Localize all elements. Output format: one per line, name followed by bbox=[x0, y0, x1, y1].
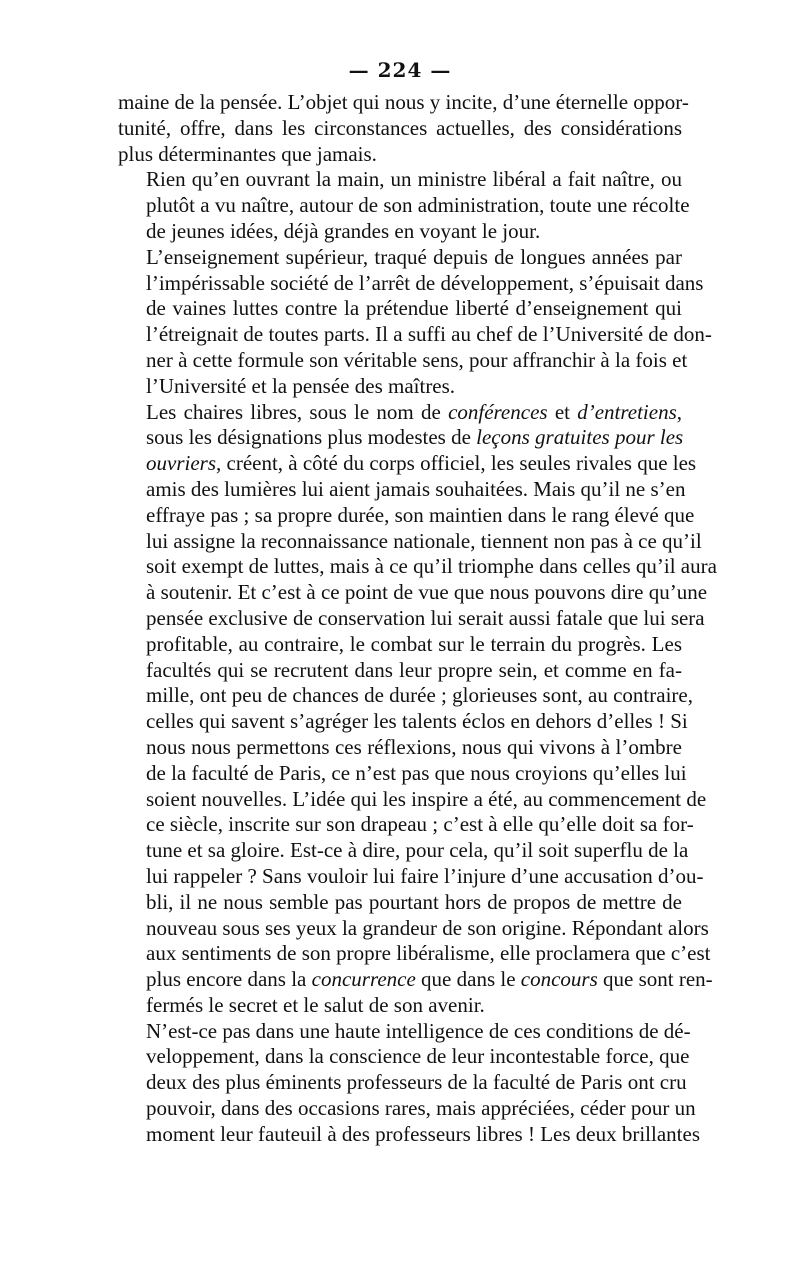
text-line: facultés qui se recrutent dans leur propre sein, et comme en fa- bbox=[146, 657, 682, 682]
text-line: nous nous permettons ces réflexions, nous qui vivons à l’ombre bbox=[146, 734, 682, 759]
text-line: ce siècle, inscrite sur son drapeau ; c’est à elle qu’elle doit sa for- bbox=[146, 812, 694, 837]
text-line: soit exempt de luttes, mais à ce qu’il triomphe dans celles qu’il aura bbox=[146, 554, 717, 579]
body-text bbox=[118, 90, 717, 1148]
text-line: de la faculté de Paris, ce n’est pas que nous croyions qu’elles lui bbox=[146, 760, 687, 785]
text-line: fermés le secret et le salut de son avenir. bbox=[146, 992, 485, 1017]
text-line: à soutenir. Et c’est à ce point de vue que nous pouvons dire qu’une bbox=[146, 580, 708, 605]
text-line: lui rappeler ? Sans vouloir lui faire l’injure d’une accusation d’ou- bbox=[146, 863, 704, 888]
paragraph bbox=[118, 399, 717, 1019]
text-line: de jeunes idées, déjà grandes en voyant le jour. bbox=[146, 218, 541, 243]
text-line: profitable, au contraire, le combat sur le terrain du progrès. Les bbox=[146, 631, 682, 656]
text-line: pensée exclusive de conservation lui serait aussi fatale que lui sera bbox=[146, 605, 705, 630]
text-line: plutôt a vu naître, autour de son administration, toute une récolte bbox=[146, 193, 690, 218]
text-line: celles qui savent s’agréger les talents éclos en dehors d’elles ! Si bbox=[146, 709, 688, 734]
text-line: sous les désignations plus modestes de leçons gratuites pour les bbox=[146, 425, 684, 450]
text-line: l’Université et la pensée des maîtres. bbox=[146, 373, 456, 398]
text-line: maine de la pensée. L’objet qui nous y incite, d’une éternelle oppor- bbox=[118, 90, 689, 114]
text-line: moment leur fauteuil à des professeurs libres ! Les deux brillantes bbox=[146, 1121, 700, 1146]
paragraph bbox=[118, 1018, 700, 1148]
text-line: bli, il ne nous semble pas pourtant hors de propos de mettre de bbox=[146, 889, 682, 914]
text-line: effraye pas ; sa propre durée, son maintien dans le rang élevé que bbox=[146, 502, 695, 527]
italic-phrase: d’entretiens bbox=[577, 399, 677, 424]
text-line: pouvoir, dans des occasions rares, mais appréciées, céder pour un bbox=[146, 1096, 696, 1121]
text-line: deux des plus éminents professeurs de la faculté de Paris ont cru bbox=[146, 1070, 687, 1095]
text-line: plus encore dans la concurrence que dans le concours que sont ren- bbox=[146, 967, 713, 992]
text-line: L’enseignement supérieur, traqué depuis de longues années par bbox=[146, 244, 682, 269]
text-line: nouveau sous ses yeux la grandeur de son origine. Répondant alors bbox=[146, 915, 709, 940]
text-line: l’impérissable société de l’arrêt de développement, s’épuisait dans bbox=[146, 270, 704, 295]
italic-phrase: concours bbox=[520, 967, 598, 992]
page-number: — 224 — bbox=[348, 58, 452, 82]
text-line: de vaines luttes contre la prétendue liberté d’enseignement qui bbox=[146, 296, 682, 321]
text-line: ouvriers, créent, à côté du corps officiel, les seules rivales que les bbox=[146, 451, 697, 476]
italic-phrase: concurrence bbox=[311, 967, 416, 992]
text-line: soient nouvelles. L’idée qui les inspire a été, au commencement de bbox=[146, 786, 707, 811]
text-line: Les chaires libres, sous le nom de conférences et d’entretiens, bbox=[146, 399, 683, 424]
text-line: tune et sa gloire. Est-ce à dire, pour cela, qu’il soit superflu de la bbox=[146, 838, 689, 863]
italic-phrase: ouvriers bbox=[146, 451, 216, 476]
text-line: tunité, offre, dans les circonstances actuelles, des considérations bbox=[118, 115, 682, 140]
text-line: amis des lumières lui aient jamais souhaitées. Mais qu’il ne s’en bbox=[146, 476, 686, 501]
text-line: ner à cette formule son véritable sens, pour affranchir à la fois et bbox=[146, 347, 688, 372]
text-line: veloppement, dans la conscience de leur incontestable force, que bbox=[146, 1044, 690, 1069]
italic-phrase: conférences bbox=[448, 399, 548, 424]
text-line: Rien qu’en ouvrant la main, un ministre libéral a fait naître, ou bbox=[146, 167, 682, 192]
paragraph bbox=[118, 244, 712, 400]
paragraph bbox=[118, 167, 690, 244]
italic-phrase: leçons gratuites pour les bbox=[476, 425, 684, 450]
paragraph bbox=[118, 90, 689, 167]
text-line: plus déterminantes que jamais. bbox=[118, 141, 377, 166]
text-line: N’est-ce pas dans une haute intelligence de ces conditions de dé- bbox=[146, 1018, 691, 1043]
text-line: lui assigne la reconnaissance nationale, tiennent non pas à ce qu’il bbox=[146, 528, 702, 553]
text-line: l’étreignait de toutes parts. Il a suffi au chef de l’Université de don- bbox=[146, 322, 712, 347]
text-line: mille, ont peu de chances de durée ; glorieuses sont, au contraire, bbox=[146, 683, 693, 708]
text-line: aux sentiments de son propre libéralisme, elle proclamera que c’est bbox=[146, 941, 711, 966]
